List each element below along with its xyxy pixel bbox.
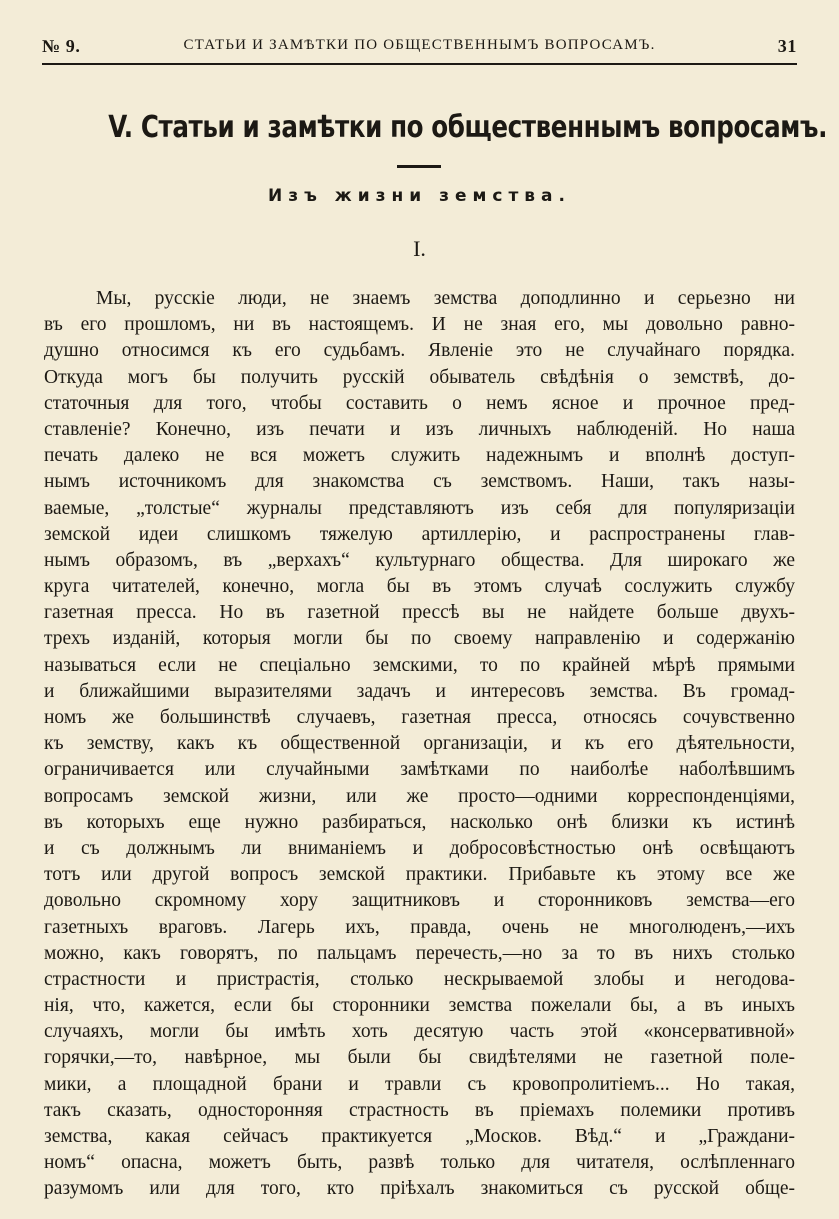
part-numeral: I. [413,236,426,261]
text-line: газетная пресса. Но въ газетной прессѣ вы не найдете больше двухъ- [44,602,795,624]
text-line: мики, а площадной брани и травли съ кровопролитіемъ... Но такая, [44,1073,795,1095]
running-header [42,32,797,60]
text-line: довольно скромному хору защитниковъ и сторонниковъ земства—его [44,890,795,912]
text-line: круга читателей, конечно, могла бы въ этомъ случаѣ сослужить службу [44,576,795,598]
text-line: газетныхъ враговъ. Лагерь ихъ, правда, очень не многолюденъ,—ихъ [44,916,795,938]
text-line: нымъ источникомъ для знакомства съ земствомъ. Наши, такъ назы- [44,471,795,493]
text-line: и ближайшими выразителями задачъ и интересовъ земства. Въ громад- [44,680,795,702]
running-title: СТАТЬИ И ЗАМѢТКИ ПО ОБЩЕСТВЕННЫМЪ ВОПРОСАМЪ. [183,37,656,53]
text-line: печать далеко не вся можетъ служить надежнымъ и вполнѣ доступ- [44,445,795,467]
text-line: Откуда могъ бы получить русскій обыватель свѣдѣнія о земствѣ, до- [44,366,795,388]
text-line: номъ же большинствѣ случаевъ, газетная пресса, относясь сочувственно [44,707,795,728]
text-line: страстности и пристрастія, столько нескрываемой злобы и негодова- [44,968,795,990]
text-line: ограничивается или случайными замѣтками по наиболѣе наболѣвшимъ [44,759,795,781]
text-line: случаяхъ, могли бы имѣть хоть десятую часть этой «консервативной» [44,1021,795,1043]
text-line: можно, какъ говорятъ, по пальцамъ перечесть,—но за то въ нихъ столько [44,942,795,964]
text-line: разумомъ или для того, кто пріѣхалъ знакомиться съ русской обще- [44,1178,795,1200]
text-line: душно относимся къ его судьбамъ. Явленіе это не случайнаго порядка. [44,340,795,362]
text-line: въ которыхъ еще нужно разбираться, насколько онѣ близки къ истинѣ [44,811,795,833]
text-line: земства, какая сейчасъ практикуется „Москов. Вѣд.“ и „Граждани- [44,1126,795,1147]
text-line: вопросамъ земской жизни, или же просто—одними корреспонденціями, [44,785,795,807]
text-line: и съ должнымъ ли вниманіемъ и добросовѣстностью онѣ освѣщаютъ [44,837,795,859]
article-body [44,286,795,1203]
text-line: Мы, русскіе люди, не знаемъ земства доподлинно и серьезно ни [96,288,795,309]
text-line: нія, что, кажется, если бы сторонники земства пожелали бы, а въ иныхъ [44,995,795,1017]
text-line: къ земству, какъ къ общественной организаціи, и къ его дѣятельности, [44,733,795,755]
text-line: ставленіе? Конечно, изъ печати и изъ личныхъ наблюденій. Но наша [44,418,795,440]
article-subtitle: Изъ жизни земства. [267,186,571,206]
text-line: въ его прошломъ, ни въ настоящемъ. И не зная его, мы довольно равно- [44,314,795,336]
text-line: статочныя для того, чтобы составить о немъ ясное и прочное пред- [44,392,795,414]
title-rule [397,165,441,168]
text-line: ваемые, „толстые“ журналы представляютъ изъ себя для популяризаціи [44,497,795,519]
section-title: V. Статьи и замѣтки по общественнымъ вопросамъ. [108,110,828,145]
issue-number: № 9. [42,36,81,56]
text-line: тотъ или другой вопросъ земской практики. Прибавьте къ этому все же [44,864,795,886]
text-line: такъ сказать, односторонняя страстность въ пріемахъ полемики противъ [44,1099,795,1121]
text-line: нымъ образомъ, въ „верхахъ“ культурнаго общества. Для широкаго же [44,549,795,571]
header-rule [42,63,797,65]
text-line: трехъ изданій, которыя могли бы по своему направленію и содержанію [44,628,795,650]
page-number: 31 [777,36,797,56]
text-line: номъ“ опасна, можетъ быть, развѣ только для читателя, ослѣпленнаго [44,1152,795,1174]
text-line: горячки,—то, навѣрное, мы были бы свидѣтелями не газетной поле- [44,1047,795,1069]
text-line: называться если не спеціально земскими, то по крайней мѣрѣ прямыми [44,654,795,676]
text-line: земской идеи слишкомъ тяжелую артиллерію, и распространены глав- [44,523,795,545]
